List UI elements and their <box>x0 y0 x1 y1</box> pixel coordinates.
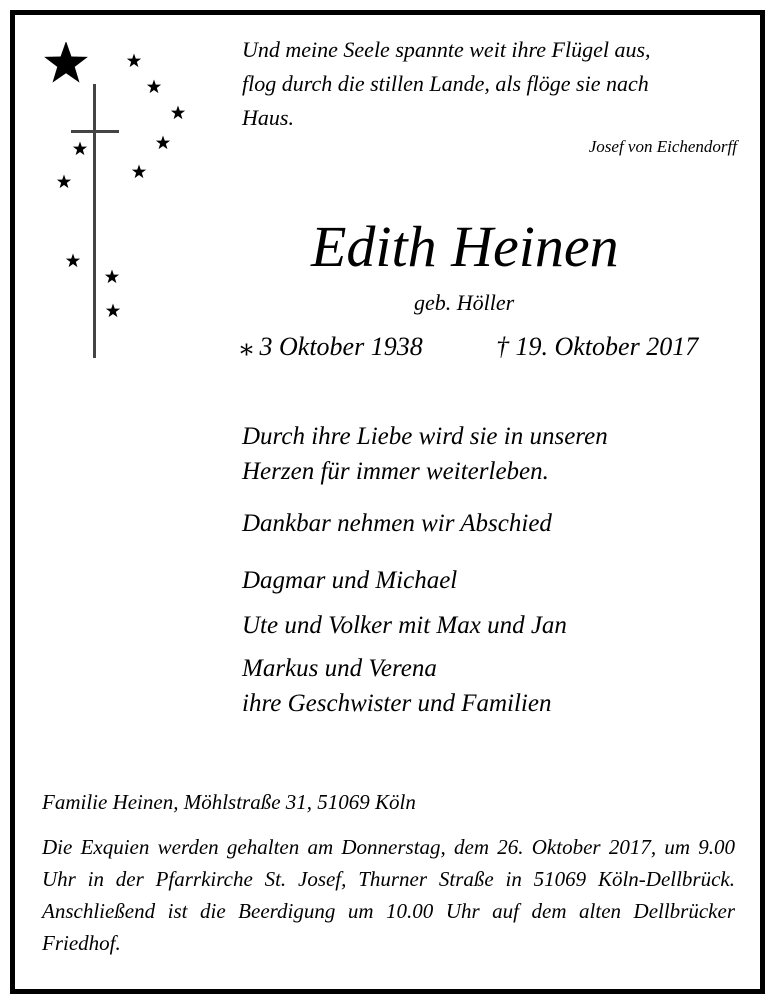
star-icon <box>66 254 80 268</box>
star-icon <box>156 136 170 150</box>
star-icon <box>127 54 141 68</box>
star-icon <box>106 304 120 318</box>
star-icon <box>171 106 185 120</box>
birth-name: geb. Höller <box>414 290 515 315</box>
star-icon <box>73 142 87 156</box>
mourner-name: Dagmar und Michael <box>242 567 458 594</box>
family-address: Familie Heinen, Möhlstraße 31, 51069 Köln <box>42 790 416 814</box>
large-star-icon <box>44 42 88 83</box>
quote-line: flog durch die stillen Lande, als flöge sie nach <box>242 71 649 96</box>
quote-line: Und meine Seele spannte weit ihre Flügel aus, <box>242 37 651 62</box>
mourner-name: ihre Geschwister und Familien <box>242 690 552 717</box>
mourner-name: Ute und Volker mit Max und Jan <box>242 612 567 639</box>
star-icon <box>105 270 119 284</box>
star-icon <box>57 175 71 189</box>
mourner-name: Markus und Verena <box>242 655 437 682</box>
deceased-name: Edith Heinen <box>311 214 619 279</box>
cross-with-stars-icon <box>38 42 198 362</box>
birth-date: ⁎ 3 Oktober 1938 <box>240 332 423 361</box>
quote-line: Haus. <box>242 105 294 130</box>
memorial-text-line: Herzen für immer weiterleben. <box>242 458 549 485</box>
death-date: † 19. Oktober 2017 <box>496 332 699 361</box>
cross-horizontal-bar <box>71 130 119 133</box>
quote-author: Josef von Eichendorff <box>588 137 737 156</box>
memorial-text-line: Durch ihre Liebe wird sie in unseren <box>242 423 608 450</box>
service-notice: Die Exquien werden gehalten am Donnerstag, dem 26. Oktober 2017, um 9.00 Uhr in der Pfarrkirche St. Josef, Thurner Straße in 51069 Köln-Dellbrück. Anschließend ist die Beerdigung um 10.00 Uhr auf dem alten Dellbrücker Friedhof. <box>42 835 735 955</box>
star-icon <box>132 165 146 179</box>
cross-vertical-bar <box>93 84 96 358</box>
star-icon <box>147 80 161 94</box>
farewell-line: Dankbar nehmen wir Abschied <box>242 510 552 537</box>
